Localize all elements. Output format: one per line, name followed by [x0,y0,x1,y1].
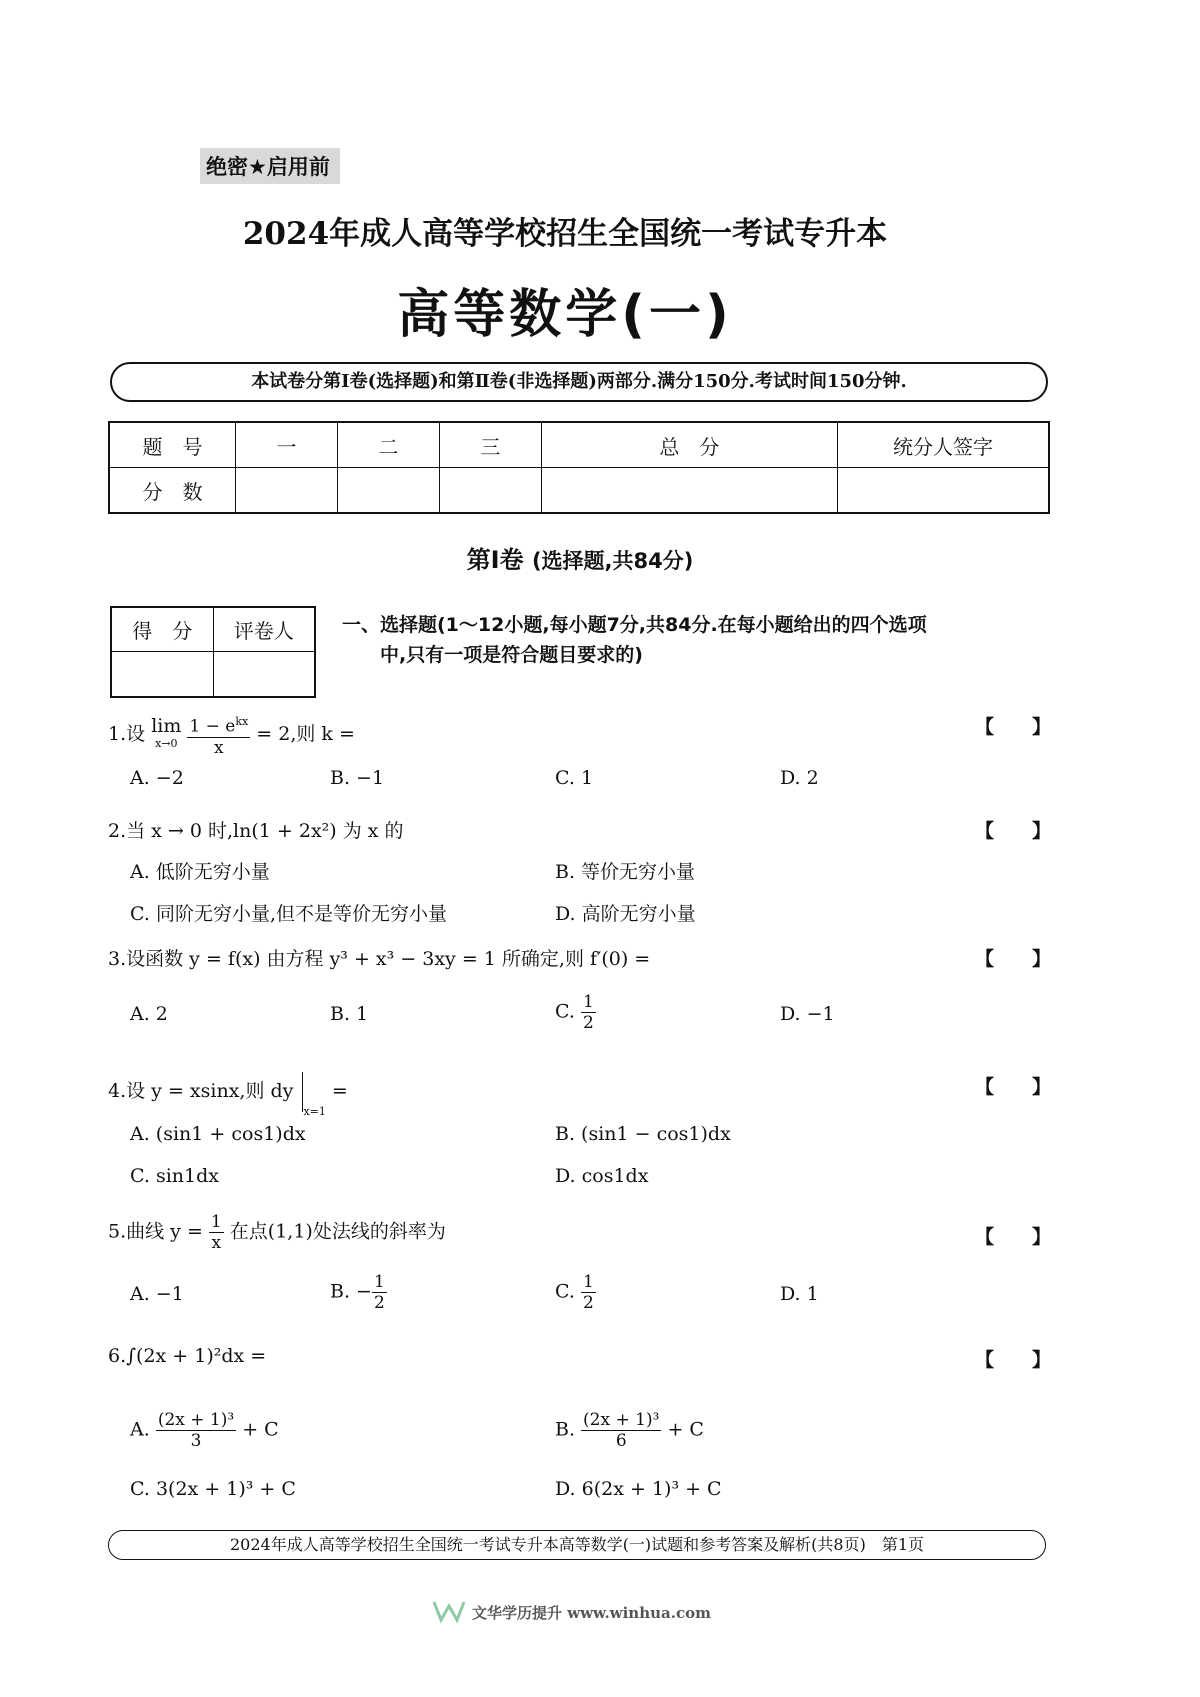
option-a: A. −1 [130,1283,184,1305]
score-cell [236,468,338,514]
question-number: 4. [108,1080,127,1102]
question-5 [108,1212,446,1253]
fraction-denominator: 3 [190,1431,202,1451]
fraction-numerator: (2x + 1)³ [157,1410,235,1430]
score-cell [337,468,439,514]
fraction [581,1272,596,1313]
score-header-col2: 二 [337,422,439,468]
page-footer: 2024年成人高等学校招生全国统一考试专升本高等数学(一)试题和参考答案及解析(共8页) 第1页 [108,1530,1046,1560]
score-header-total: 总 分 [541,422,837,468]
question-2 [108,816,404,843]
question-3 [108,944,650,971]
option-b: B. 等价无穷小量 [555,861,696,883]
score-row-label: 分 数 [109,468,236,514]
question-6 [108,1345,266,1367]
question-number: 5. [108,1220,127,1243]
fraction-numerator: 1 [582,1272,594,1292]
question-text: 在点(1,1)处法线的斜率为 [229,1220,446,1243]
answer-bracket: 【 】 [975,948,1052,970]
option-d: D. −1 [780,1003,835,1025]
option-tail: + C [242,1418,279,1441]
score-header-signature: 统分人签字 [838,422,1050,468]
score-table [108,421,1050,514]
option-b: B. −1 [330,767,385,789]
exponent: kx [235,715,249,728]
exam-notice: 本试卷分第Ⅰ卷(选择题)和第Ⅱ卷(非选择题)两部分.满分150分.考试时间150分钟. [110,362,1048,402]
evaluation-subscript: x=1 [303,1105,326,1118]
score-header-col1: 一 [236,422,338,468]
option-tail: + C [667,1418,704,1441]
fraction-numerator: (2x + 1)³ [583,1410,660,1430]
question-text: ∫(2x + 1)²dx = [126,1345,267,1367]
watermark-text: 文华学历提升 www.winhua.com [472,1604,711,1622]
option-label: B. − [330,1280,372,1303]
volume-name: 第Ⅰ卷 [466,546,524,574]
grader-name-label: 评卷人 [213,607,315,651]
question-text: 当 x → 0 时,ln(1 + 2x²) 为 x 的 [126,820,404,842]
option-d: D. 高阶无穷小量 [555,903,696,925]
limit-label: lim [151,714,182,737]
question-number: 1. [108,722,127,745]
instructions-line2: 中,只有一项是符合题目要求的) [380,644,643,666]
option-c: C. sin1dx [130,1165,219,1187]
question-text: 设 y = xsinx,则 dy [126,1080,294,1102]
score-cell [838,468,1050,514]
option-a [130,1410,279,1451]
answer-bracket: 【 】 [975,716,1052,738]
option-a: A. −2 [130,767,184,789]
question-number: 6. [108,1345,127,1367]
instructions-line1: 一、选择题(1～12小题,每小题7分,共84分.在每小题给出的四个选项 [342,614,927,636]
question-text: = 2,则 k = [256,722,355,745]
option-d: D. 2 [780,767,819,789]
option-c: C. 1 [555,767,594,789]
grader-name-cell [213,651,315,697]
fraction-numerator: 1 [582,992,594,1012]
answer-bracket: 【 】 [975,1076,1052,1098]
option-d: D. cos1dx [555,1165,649,1187]
fraction [209,1212,224,1253]
fraction-denominator: x [211,1233,222,1253]
fraction-denominator: 2 [582,1013,594,1033]
option-a: A. 2 [130,1003,168,1025]
option-d: D. 6(2x + 1)³ + C [555,1478,722,1500]
option-a: A. 低阶无穷小量 [130,861,270,883]
section-instructions [342,610,1042,670]
option-label: A. [130,1418,156,1441]
score-header-label: 题 号 [109,422,236,468]
option-c [555,992,596,1033]
fraction [581,1410,661,1451]
subject-title: 高等数学(一) [397,285,733,345]
exam-title: 2024年成人高等学校招生全国统一考试专升本 [242,216,888,252]
fraction [156,1410,236,1451]
fraction-numerator: 1 − e [189,716,236,737]
score-cell [439,468,541,514]
volume-title [0,540,1160,575]
question-text: 设函数 y = f(x) 由方程 y³ + x³ − 3xy = 1 所确定,则 f′(0) = [126,948,651,970]
volume-subtitle: (选择题,共84分) [531,549,694,573]
option-b: B. (sin1 − cos1)dx [555,1123,731,1145]
option-c: C. 3(2x + 1)³ + C [130,1478,296,1500]
question-number: 2. [108,820,127,842]
grader-score-cell [111,651,213,697]
option-d: D. 1 [780,1283,819,1305]
question-text: 设 [126,722,146,745]
option-label: C. [555,1000,581,1023]
option-label: C. [555,1280,581,1303]
fraction [581,992,596,1033]
option-c [555,1272,596,1313]
fraction-denominator: x [214,737,224,758]
answer-bracket: 【 】 [975,1349,1052,1371]
answer-bracket: 【 】 [975,820,1052,842]
grader-score-label: 得 分 [111,607,213,651]
score-cell [541,468,837,514]
grader-table [110,606,316,698]
limit-subscript: x→0 [155,736,178,750]
question-1 [108,712,355,758]
fraction [372,1272,387,1313]
question-4 [108,1072,348,1118]
answer-bracket: 【 】 [975,1226,1052,1248]
watermark-logo-icon [432,1598,466,1628]
question-number: 3. [108,948,127,970]
fraction-denominator: 6 [615,1431,627,1451]
fraction-numerator: 1 [373,1272,385,1292]
fraction-numerator: 1 [210,1212,222,1232]
option-c: C. 同阶无穷小量,但不是等价无穷小量 [130,903,447,925]
fraction-denominator: 2 [582,1293,594,1313]
score-header-col3: 三 [439,422,541,468]
fraction [187,712,250,758]
option-label: B. [555,1418,582,1441]
confidential-label: 绝密★启用前 [200,148,340,184]
fraction-denominator: 2 [373,1293,385,1313]
option-b [555,1410,704,1451]
option-b: B. 1 [330,1003,369,1025]
limit-operator [151,714,182,753]
question-text: 曲线 y = [126,1220,203,1243]
option-a: A. (sin1 + cos1)dx [130,1123,306,1145]
option-b [330,1272,387,1313]
question-text: = [331,1080,348,1102]
